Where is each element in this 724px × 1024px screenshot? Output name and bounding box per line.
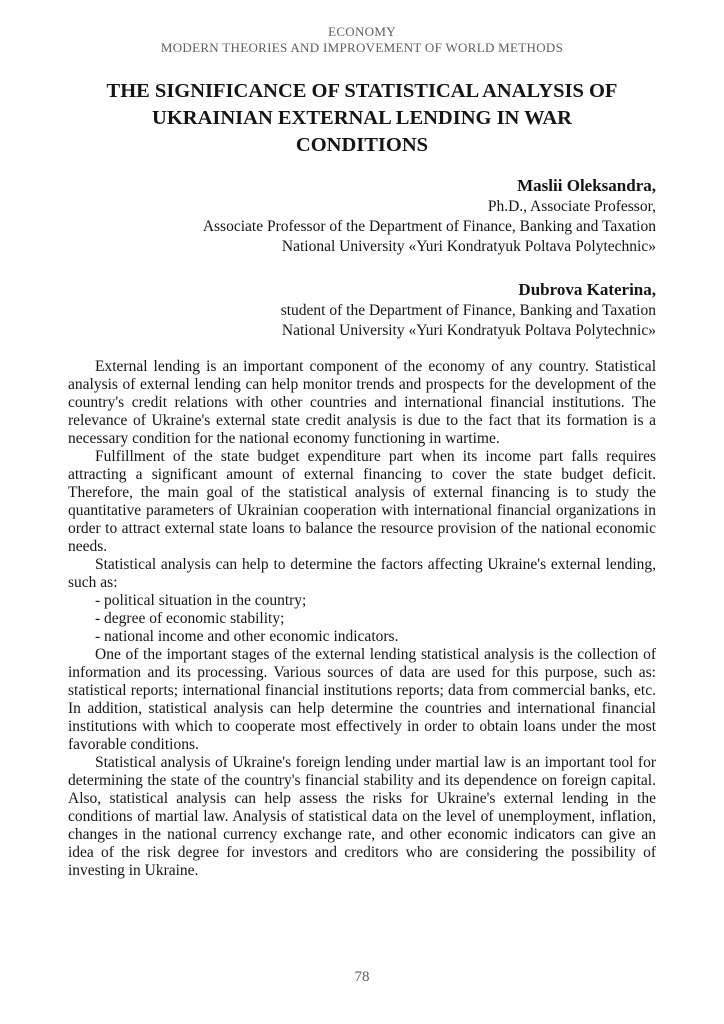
article-title-line: CONDITIONS xyxy=(295,134,429,156)
running-header xyxy=(68,24,656,56)
body-paragraph: Statistical analysis can help to determine the factors affecting Ukraine's external lending, such as: xyxy=(68,556,656,591)
author-detail: Ph.D., Associate Professor, xyxy=(487,198,656,215)
body-paragraph: Statistical analysis of Ukraine's foreign lending under martial law is an important tool for determining the state of the country's financial stability and its dependence on foreign capital. Also, statistical analysis can help assess the risks for Ukraine's external lending in the conditions of martial law. Analysis of statistical data on the level of unemployment, inflation, changes in the national currency exchange rate, and other economic indicators can give an idea of the risk degree for investors and creditors who are considering the possibility of investing in Ukraine. xyxy=(68,754,656,879)
author-detail: National University «Yuri Kondratyuk Poltava Polytechnic» xyxy=(281,322,656,339)
author-detail: student of the Department of Finance, Banking and Taxation xyxy=(280,302,656,319)
body-paragraph: Fulfillment of the state budget expenditure part when its income part falls requires attracting a significant amount of external financing to cover the state budget deficit. Therefore, the main goal of the statistical analysis of external financing is to study the quantitative parameters of Ukrainian cooperation with international financial organizations in order to attract external state loans to balance the resource provision of the national economic needs. xyxy=(68,448,656,555)
article-title-line: THE SIGNIFICANCE OF STATISTICAL ANALYSIS OF xyxy=(106,80,618,102)
body-paragraph: One of the important stages of the external lending statistical analysis is the collection of information and its processing. Various sources of data are used for this purpose, such as: statistical reports; international financial institutions reports; data from commercial banks, etc. In addition, statistical analysis can help determine the countries and international financial institutions with which to cooperate most effectively in order to obtain loans under the most favorable conditions. xyxy=(68,646,656,753)
article-body xyxy=(68,358,656,880)
article-title xyxy=(68,78,656,159)
author-name: Dubrova Katerina, xyxy=(518,280,656,299)
body-paragraph: External lending is an important component of the economy of any country. Statistical analysis of external lending can help monitor trends and prospects for the development of the country's credit relations with other countries and international financial institutions. The relevance of Ukraine's external state credit analysis is due to the fact that its formation is a necessary condition for the national economy functioning in wartime. xyxy=(68,358,656,447)
body-list-item: - degree of economic stability; xyxy=(95,610,285,627)
author-block xyxy=(68,175,656,257)
author-detail: Associate Professor of the Department of Finance, Banking and Taxation xyxy=(202,218,656,235)
authors-section xyxy=(68,175,656,341)
author-block xyxy=(68,279,656,341)
page-number: 78 xyxy=(354,969,370,985)
running-header-section: ECONOMY xyxy=(328,24,396,39)
author-detail: National University «Yuri Kondratyuk Poltava Polytechnic» xyxy=(281,238,656,255)
author-name: Maslii Oleksandra, xyxy=(517,176,656,195)
body-list-item: - political situation in the country; xyxy=(95,592,307,609)
body-list-item: - national income and other economic indicators. xyxy=(95,628,399,645)
article-title-line: UKRAINIAN EXTERNAL LENDING IN WAR xyxy=(152,107,572,129)
running-header-subtitle: MODERN THEORIES AND IMPROVEMENT OF WORLD METHODS xyxy=(160,40,564,55)
